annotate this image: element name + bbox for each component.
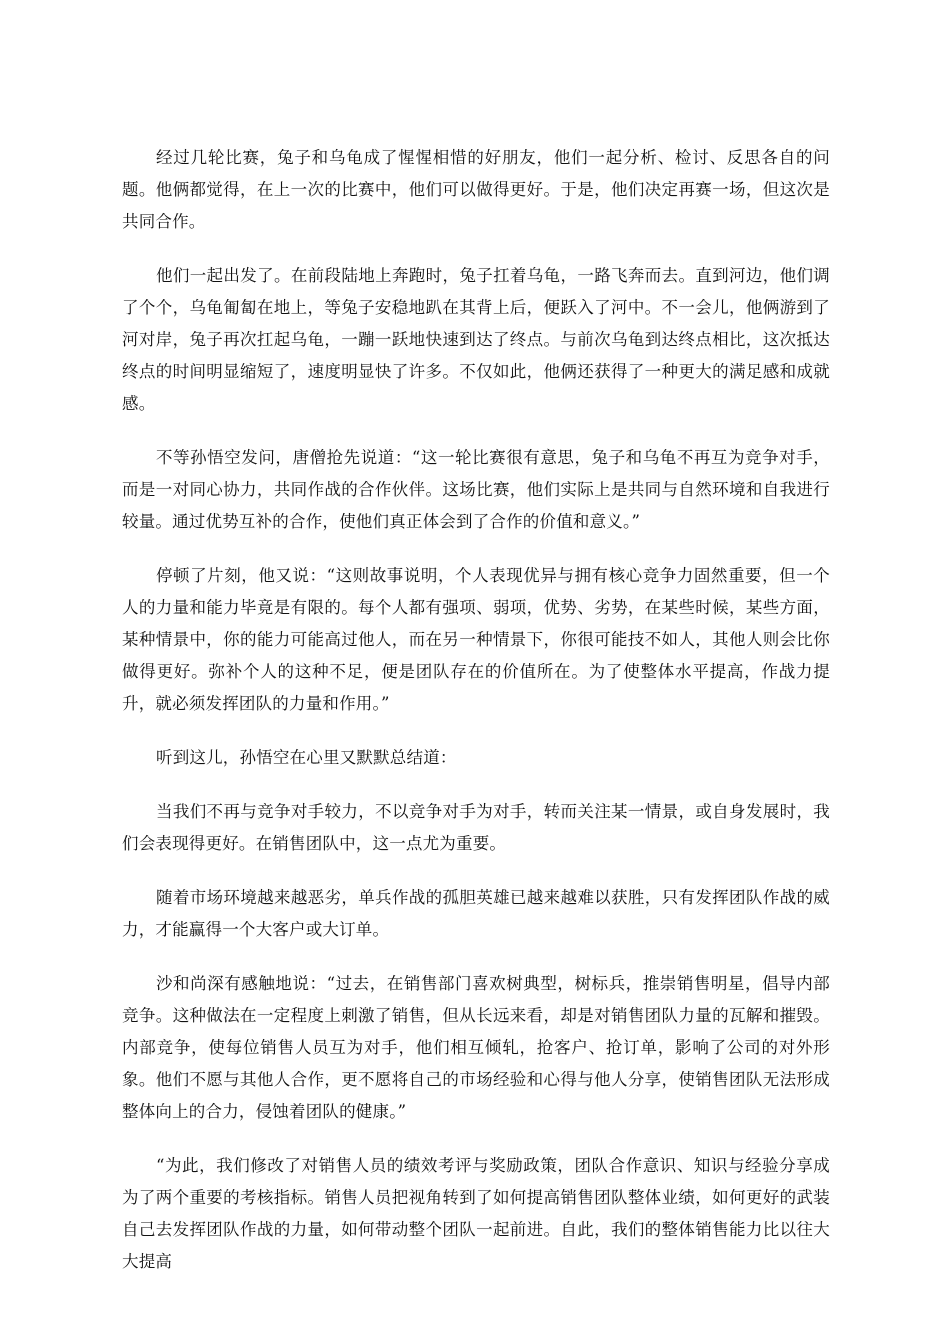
paragraph-7: 随着市场环境越来越恶劣，单兵作战的孤胆英雄已越来越难以获胜，只有发挥团队作战的威力，才能赢得一个大客户或大订单。 — [122, 888, 830, 939]
paragraph-3: 不等孙悟空发问，唐僧抢先说道：“这一轮比赛很有意思，兔子和乌龟不再互为竞争对手，而是一对同心协力，共同作战的合作伙伴。这场比赛，他们实际上是共同与自然环境和自我进行较量。通过优势互补的合作，使他们真正体会到了合作的价值和意义。” — [122, 448, 830, 531]
paragraph-4: 停顿了片刻，他又说：“这则故事说明，个人表现优异与拥有核心竞争力固然重要，但一个人的力量和能力毕竟是有限的。每个人都有强项、弱项，优势、劣势，在某些时候，某些方面，某种情景中，你的能力可能高过他人，而在另一种情景下，你很可能技不如人，其他人则会比你做得更好。弥补个人的这种不足，便是团队存在的价值所在。为了使整体水平提高，作战力提升，就必须发挥团队的力量和作用。” — [122, 566, 830, 713]
paragraph-5: 听到这儿，孙悟空在心里又默默总结道： — [156, 748, 457, 767]
paragraph-9: “为此，我们修改了对销售人员的绩效考评与奖励政策，团队合作意识、知识与经验分享成为了两个重要的考核指标。销售人员把视角转到了如何提高销售团队整体业绩，如何更好的武装自己去发挥团队作战的力量，如何带动整个团队一起前进。自此，我们的整体销售能力比以往大大提高 — [122, 1156, 830, 1271]
paragraph-6: 当我们不再与竞争对手较力，不以竞争对手为对手，转而关注某一情景，或自身发展时，我们会表现得更好。在销售团队中，这一点尤为重要。 — [122, 802, 830, 853]
paragraph-8: 沙和尚深有感触地说：“过去，在销售部门喜欢树典型，树标兵，推崇销售明星，倡导内部竞争。这种做法在一定程度上刺激了销售，但从长远来看，却是对销售团队力量的瓦解和摧毁。内部竞争，使每位销售人员互为对手，他们相互倾轧，抢客户、抢订单，影响了公司的对外形象。他们不愿与其他人合作，更不愿将自己的市场经验和心得与他人分享，使销售团队无法形成整体向上的合力，侵蚀着团队的健康。” — [122, 974, 830, 1121]
document-body — [122, 142, 830, 1300]
paragraph-2: 他们一起出发了。在前段陆地上奔跑时，兔子扛着乌龟，一路飞奔而去。直到河边，他们调了个个，乌龟匍匐在地上，等兔子安稳地趴在其背上后，便跃入了河中。不一会儿，他俩游到了河对岸，兔子再次扛起乌龟，一蹦一跃地快速到达了终点。与前次乌龟到达终点相比，这次抵达终点的时间明显缩短了，速度明显快了许多。不仅如此，他俩还获得了一种更大的满足感和成就感。 — [122, 266, 830, 413]
paragraph-1: 经过几轮比赛，兔子和乌龟成了惺惺相惜的好朋友，他们一起分析、检讨、反思各自的问题。他俩都觉得，在上一次的比赛中，他们可以做得更好。于是，他们决定再赛一场，但这次是共同合作。 — [122, 148, 830, 231]
